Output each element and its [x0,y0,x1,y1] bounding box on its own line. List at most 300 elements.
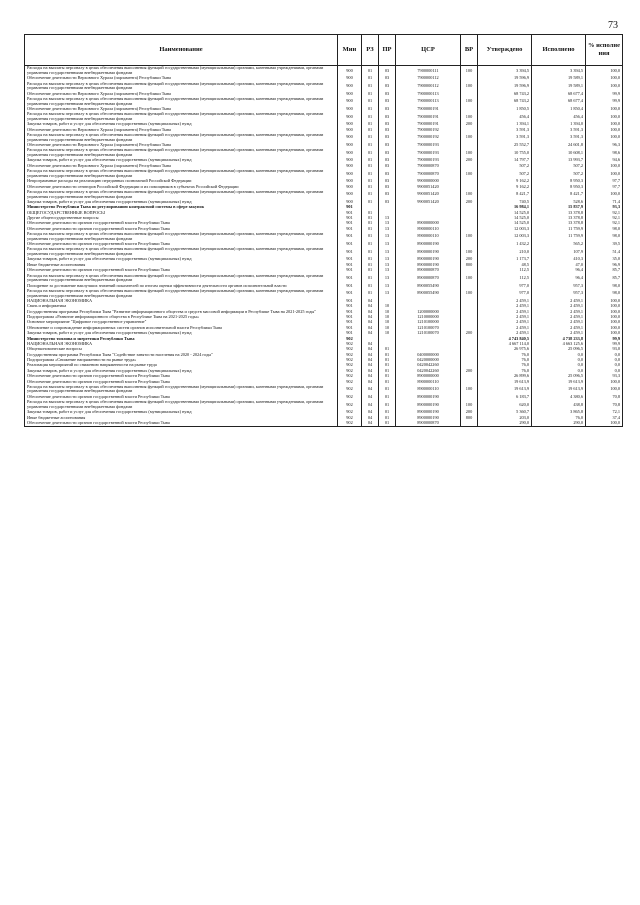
cell-rz: 01 [362,289,379,299]
cell-pr: 13 [379,232,396,242]
cell-rz: 01 [362,242,379,247]
cell-approved: 26 899,6 [478,374,532,379]
cell-approved: 9 162,2 [478,179,532,184]
cell-name: ОБЩЕГОСУДАРСТВЕННЫЕ ВОПРОСЫ [25,210,338,215]
cell-min: 902 [338,400,362,410]
cell-approved: 2 459,1 [478,325,532,330]
cell-executed: 2 459,1 [532,331,586,336]
cell-approved: 8 421,7 [478,190,532,200]
cell-percent: 100,0 [586,76,623,81]
cell-percent: 100,0 [586,304,623,309]
cell-executed: 2 459,1 [532,315,586,320]
cell-rz: 04 [362,410,379,415]
cell-executed: 3 394,5 [532,66,586,76]
cell-approved: 2 459,1 [478,299,532,304]
cell-percent: 93,3 [586,205,623,210]
cell-percent: 100,0 [586,309,623,314]
cell-executed: 3 591,3 [532,127,586,132]
cell-min: 901 [338,320,362,325]
cell-percent: 100,0 [586,169,623,179]
cell-min: 901 [338,232,362,242]
cell-pr: 01 [379,374,396,379]
cell-name: Государственная программа Республики Тыва "Развитие информационного общества и средств массовой информации в Республике Тыва на 2021-2025 годы" [25,309,338,314]
cell-approved: 4 667 114,0 [478,342,532,347]
cell-vr: 100 [461,400,478,410]
cell-approved: 4 743 840,5 [478,336,532,341]
cell-percent: 100,0 [586,81,623,91]
cell-min: 901 [338,262,362,267]
cell-rz: 01 [362,158,379,163]
cell-rz: 04 [362,342,379,347]
cell-min: 900 [338,200,362,205]
cell-pr: 03 [379,107,396,112]
cell-min: 900 [338,190,362,200]
cell-executed: 8 950,3 [532,184,586,189]
cell-executed: 528,6 [532,200,586,205]
cell-percent: 98,0 [586,289,623,299]
cell-approved: 19 613,9 [478,385,532,395]
cell-vr: 200 [461,158,478,163]
cell-approved: 210,0 [478,247,532,257]
cell-vr: 100 [461,232,478,242]
cell-pr: 13 [379,262,396,267]
cell-rz: 04 [362,394,379,399]
cell-rz: 01 [362,283,379,288]
cell-percent: 100,0 [586,122,623,127]
table-row [25,148,623,158]
cell-min: 902 [338,415,362,420]
cell-approved: 12 003,3 [478,226,532,231]
cell-pr: 01 [379,385,396,395]
cell-rz: 04 [362,304,379,309]
cell-name: Расходы на выплаты персоналу в целях обеспечения выполнения функций государственными (муниципальными) органами, казенными учреждениями, органами управления государственными внебюджетными фондами [25,385,338,395]
cell-name: Подпрограмма «Снижение напряженности на рынке труда» [25,358,338,363]
cell-approved: 456,4 [478,112,532,122]
cell-min: 901 [338,289,362,299]
cell-vr: 200 [461,331,478,336]
cell-min: 901 [338,216,362,221]
cell-name: Иные бюджетные ассигнования [25,262,338,267]
cell-executed: 19 589,1 [532,76,586,81]
cell-min: 900 [338,76,362,81]
cell-min: 901 [338,325,362,330]
cell-approved: 76,0 [478,358,532,363]
cell-vr: 100 [461,112,478,122]
cell-csr: 7900000191 [396,122,461,127]
cell-executed: 96,4 [532,273,586,283]
cell-executed: 68 677,4 [532,91,586,96]
cell-approved: 19 596,9 [478,76,532,81]
cell-csr: 7900000870 [396,169,461,179]
cell-name: Обеспечение деятельности органов государственной власти Республики Тыва [25,421,338,427]
cell-percent: 92,1 [586,221,623,226]
cell-approved: 977,0 [478,283,532,288]
table-row [25,97,623,107]
cell-csr: 8900000190 [396,257,461,262]
cell-csr: 1210100070 [396,331,461,336]
header-name: Наименование [25,35,338,66]
cell-pr: 01 [379,379,396,384]
cell-rz: 04 [362,385,379,395]
cell-name: Реализация мероприятий по снижению напряженности на рынке труда [25,363,338,368]
cell-min: 900 [338,66,362,76]
cell-percent: 0,0 [586,363,623,368]
cell-name: Связь и информатика [25,304,338,309]
cell-csr: 8900000870 [396,268,461,273]
cell-approved: 76,0 [478,352,532,357]
cell-percent: 94,6 [586,158,623,163]
cell-executed: 25 096,5 [532,347,586,352]
cell-csr: 8900000190 [396,400,461,410]
cell-name: Иные бюджетные ассигнования [25,415,338,420]
cell-csr: 7900000113 [396,91,461,96]
cell-min: 901 [338,331,362,336]
cell-percent: 93,3 [586,374,623,379]
cell-pr: 01 [379,410,396,415]
cell-executed: 410,3 [532,257,586,262]
cell-pr: 03 [379,91,396,96]
cell-min: 900 [338,81,362,91]
cell-pr: 13 [379,221,396,226]
cell-percent: 70,8 [586,394,623,399]
cell-rz: 01 [362,163,379,168]
cell-percent: 85,7 [586,273,623,283]
table-row [25,112,623,122]
table-body [25,66,623,427]
cell-rz: 01 [362,216,379,221]
header-approved: Утверждено [478,35,532,66]
cell-pr: 03 [379,127,396,132]
cell-rz: 01 [362,133,379,143]
cell-min: 902 [338,421,362,427]
cell-name: Непрограммные расходы на реализацию переданных полномочий Российской Федерации [25,179,338,184]
cell-percent: 97,7 [586,184,623,189]
cell-pr: 13 [379,273,396,283]
cell-approved: 2 459,1 [478,320,532,325]
cell-min: 901 [338,242,362,247]
cell-pr: 03 [379,66,396,76]
cell-rz: 04 [362,320,379,325]
cell-name: Расходы на выплаты персоналу в целях обеспечения выполнения функций государственными (муниципальными) органами, казенными учреждениями, органами управления государственными внебюджетными фондами [25,112,338,122]
cell-executed: 25 096,5 [532,374,586,379]
cell-vr: 200 [461,200,478,205]
cell-vr: 100 [461,190,478,200]
cell-pr: 03 [379,133,396,143]
cell-percent: 99,9 [586,336,623,341]
cell-name: Основное мероприятие "Цифровое государственное управление" [25,320,338,325]
cell-min: 900 [338,169,362,179]
cell-executed: 4 738 233,8 [532,336,586,341]
cell-pr: 10 [379,309,396,314]
cell-rz: 01 [362,179,379,184]
cell-name: Закупка товаров, работ и услуг для обеспечения государственных (муниципальных) нужд [25,200,338,205]
cell-approved: 2 459,1 [478,309,532,314]
cell-executed: 24 601,8 [532,143,586,148]
cell-approved: 5 360,7 [478,410,532,415]
cell-name: Обеспечение деятельности органов государственной власти Республики Тыва [25,221,338,226]
cell-percent: 99,9 [586,342,623,347]
cell-csr: 1200000000 [396,309,461,314]
cell-name: Подпрограмма «Развитие информационного общества в Республике Тыва на 2021-2025 годы» [25,315,338,320]
cell-pr: 01 [379,368,396,373]
cell-name: Обеспечение деятельности Верховного Хурала (парламента) Республики Тыва [25,91,338,96]
table-row [25,273,623,283]
cell-vr: 200 [461,368,478,373]
cell-min: 901 [338,210,362,215]
cell-percent: 100,0 [586,299,623,304]
cell-approved: 2 459,1 [478,331,532,336]
cell-percent: 72,1 [586,410,623,415]
cell-executed: 0,0 [532,363,586,368]
cell-vr: 100 [461,66,478,76]
cell-approved: 68 743,2 [478,97,532,107]
header-min: Мин [338,35,362,66]
cell-vr: 100 [461,169,478,179]
cell-rz: 01 [362,127,379,132]
cell-name: Обновление и сопровождение информационных систем органов исполнительной власти Республики Тыва [25,325,338,330]
cell-pr: 13 [379,216,396,221]
table-header-row [25,35,623,66]
cell-csr: 9900051420 [396,190,461,200]
cell-rz: 04 [362,315,379,320]
cell-name: Обеспечение деятельности Верховного Хурала (парламента) Республики Тыва [25,143,338,148]
cell-csr: 7900000112 [396,81,461,91]
cell-executed: 2 459,1 [532,325,586,330]
cell-executed: 2 459,1 [532,299,586,304]
budget-table [24,34,623,427]
header-percent: % исполне ния [586,35,623,66]
header-csr: ЦСР [396,35,461,66]
cell-min: 901 [338,247,362,257]
cell-rz: 04 [362,358,379,363]
cell-percent: 100,0 [586,385,623,395]
cell-pr: 03 [379,97,396,107]
cell-pr: 03 [379,158,396,163]
cell-percent: 98,6 [586,148,623,158]
cell-pr: 03 [379,190,396,200]
cell-pr: 01 [379,358,396,363]
cell-name: Расходы на выплаты персоналу в целях обеспечения выполнения функций государственными (муниципальными) органами, казенными учреждениями, органами управления государственными внебюджетными фондами [25,273,338,283]
cell-name: Министерство топлива и энергетики Республики Тыва [25,336,338,341]
cell-pr: 10 [379,320,396,325]
cell-pr: 13 [379,257,396,262]
cell-rz: 04 [362,309,379,314]
cell-min: 901 [338,226,362,231]
cell-percent: 99,9 [586,91,623,96]
cell-approved: 740,5 [478,200,532,205]
cell-pr: 03 [379,169,396,179]
cell-rz: 01 [362,107,379,112]
cell-min: 902 [338,342,362,347]
page-number: 73 [608,20,618,31]
cell-approved: 3 394,5 [478,66,532,76]
cell-rz: 01 [362,262,379,267]
cell-rz: 04 [362,352,379,357]
cell-name: Закупка товаров, работ и услуг для обеспечения государственных (муниципальных) нужд [25,368,338,373]
cell-executed: 8 950,3 [532,179,586,184]
cell-name: Обеспечение деятельности Верховного Хурала (парламента) Республики Тыва [25,76,338,81]
cell-executed: 2 459,1 [532,309,586,314]
cell-csr: 7900000111 [396,66,461,76]
cell-percent: 0,0 [586,358,623,363]
cell-min: 902 [338,379,362,384]
cell-rz: 04 [362,379,379,384]
table-row [25,289,623,299]
cell-min: 901 [338,221,362,226]
cell-approved: 10 755,0 [478,148,532,158]
cell-rz: 04 [362,363,379,368]
table-row [25,232,623,242]
cell-approved: 14 525,0 [478,216,532,221]
cell-csr: 7900000870 [396,163,461,168]
cell-pr: 03 [379,163,396,168]
table-row [25,133,623,143]
cell-min: 902 [338,385,362,395]
cell-min: 901 [338,299,362,304]
cell-approved: 48,5 [478,262,532,267]
cell-executed: 47,0 [532,262,586,267]
cell-vr: 800 [461,415,478,420]
cell-min: 902 [338,394,362,399]
cell-rz: 01 [362,66,379,76]
cell-name: Расходы на выплаты персоналу в целях обеспечения выполнения функций государственными (муниципальными) органами, казенными учреждениями, органами управления государственными внебюджетными фондами [25,81,338,91]
cell-rz: 01 [362,268,379,273]
cell-approved: 9 162,2 [478,184,532,189]
cell-min: 900 [338,127,362,132]
cell-approved: 203,0 [478,415,532,420]
cell-min: 900 [338,97,362,107]
header-vr: ВР [461,35,478,66]
cell-approved: 507,2 [478,169,532,179]
cell-approved: 76,0 [478,363,532,368]
cell-percent: 96,9 [586,262,623,267]
cell-percent: 100,0 [586,127,623,132]
cell-approved: 16 984,1 [478,205,532,210]
cell-approved: 290,0 [478,421,532,427]
cell-pr: 13 [379,226,396,231]
cell-executed: 0,0 [532,368,586,373]
cell-approved: 3 591,3 [478,133,532,143]
cell-approved: 977,0 [478,289,532,299]
cell-name: Расходы на выплаты персоналу в целях обеспечения выполнения функций государственными (муниципальными) органами, казенными учреждениями, органами управления государственными внебюджетными фондами [25,133,338,143]
cell-csr: 8900000190 [396,410,461,415]
cell-name: Расходы на выплаты персоналу в целях обеспечения выполнения функций государственными (муниципальными) органами, казенными учреждениями, органами управления государственными внебюджетными фондами [25,232,338,242]
cell-csr: 7900000193 [396,148,461,158]
cell-executed: 68 677,4 [532,97,586,107]
cell-approved: 3 591,3 [478,127,532,132]
cell-executed: 19 589,1 [532,81,586,91]
cell-vr: 200 [461,410,478,415]
cell-approved: 14 797,7 [478,158,532,163]
cell-csr: 0420042260 [396,363,461,368]
cell-percent: 100,0 [586,320,623,325]
cell-name: Обеспечение деятельности органов государственной власти Республики Тыва [25,394,338,399]
cell-name: Закупка товаров, работ и услуг для обеспечения государственных (муниципальных) нужд [25,410,338,415]
cell-executed: 13 378,8 [532,221,586,226]
cell-name: НАЦИОНАЛЬНАЯ ЭКОНОМИКА [25,342,338,347]
cell-pr: 01 [379,421,396,427]
cell-pr: 03 [379,76,396,81]
cell-executed: 11 759,9 [532,226,586,231]
cell-percent: 100,0 [586,315,623,320]
cell-approved: 1 394,1 [478,122,532,127]
cell-rz: 01 [362,247,379,257]
cell-rz: 01 [362,257,379,262]
cell-min: 902 [338,363,362,368]
cell-pr: 10 [379,325,396,330]
cell-approved: 19 613,9 [478,379,532,384]
cell-min: 902 [338,410,362,415]
cell-executed: 456,4 [532,112,586,122]
cell-pr: 10 [379,331,396,336]
cell-csr: 8900055490 [396,289,461,299]
cell-percent: 96,3 [586,143,623,148]
cell-name: Обеспечение деятельности органов государственной власти Республики Тыва [25,268,338,273]
cell-csr: 0420000000 [396,358,461,363]
cell-vr: 100 [461,385,478,395]
header-pr: ПР [379,35,396,66]
cell-rz: 01 [362,122,379,127]
cell-executed: 10 608,1 [532,148,586,158]
cell-executed: 8 421,7 [532,190,586,200]
cell-name: Расходы на выплаты персоналу в целях обеспечения выполнения функций государственными (муниципальными) органами, казенными учреждениями, органами управления государственными внебюджетными фондами [25,190,338,200]
cell-csr: 8900055490 [396,283,461,288]
cell-executed: 507,2 [532,169,586,179]
cell-percent: 39,5 [586,242,623,247]
cell-approved: 25 552,7 [478,143,532,148]
cell-vr: 100 [461,273,478,283]
cell-csr: 8900000190 [396,262,461,267]
cell-percent: 100,0 [586,133,623,143]
cell-approved: 1 432,2 [478,242,532,247]
cell-executed: 957,3 [532,283,586,288]
cell-executed: 0,0 [532,358,586,363]
cell-name: Расходы на выплаты персоналу в целях обеспечения выполнения функций государственными (муниципальными) органами, казенными учреждениями, органами управления государственными внебюджетными фондами [25,289,338,299]
cell-min: 900 [338,107,362,112]
cell-csr: 7900000192 [396,127,461,132]
cell-percent: 100,0 [586,190,623,200]
cell-min: 900 [338,184,362,189]
cell-name: НАЦИОНАЛЬНАЯ ЭКОНОМИКА [25,299,338,304]
cell-csr: 1210000000 [396,315,461,320]
cell-vr: 800 [461,262,478,267]
cell-rz: 01 [362,148,379,158]
cell-executed: 4 380,6 [532,394,586,399]
cell-percent: 100,0 [586,331,623,336]
cell-rz: 04 [362,325,379,330]
cell-min: 900 [338,91,362,96]
cell-min: 902 [338,358,362,363]
cell-name: Закупка товаров, работ и услуг для обеспечения государственных (муниципальных) нужд [25,331,338,336]
cell-percent: 100,0 [586,421,623,427]
cell-rz: 04 [362,421,379,427]
cell-executed: 4 663 125,6 [532,342,586,347]
cell-csr: 9900000000 [396,179,461,184]
cell-percent: 85,7 [586,268,623,273]
table-row [25,421,623,427]
cell-csr: 9900051420 [396,184,461,189]
cell-approved: 26 975,6 [478,347,532,352]
cell-min: 901 [338,309,362,314]
cell-vr: 100 [461,97,478,107]
cell-csr: 7900000191 [396,107,461,112]
cell-approved: 6 183,7 [478,394,532,399]
cell-rz: 04 [362,368,379,373]
header-executed: Исполнено [532,35,586,66]
cell-name: Расходы на выплаты персоналу в целях обеспечения выполнения функций государственными (муниципальными) органами, казенными учреждениями, органами управления государственными внебюджетными фондами [25,247,338,257]
cell-approved: 112,5 [478,273,532,283]
cell-csr: 7900000192 [396,133,461,143]
